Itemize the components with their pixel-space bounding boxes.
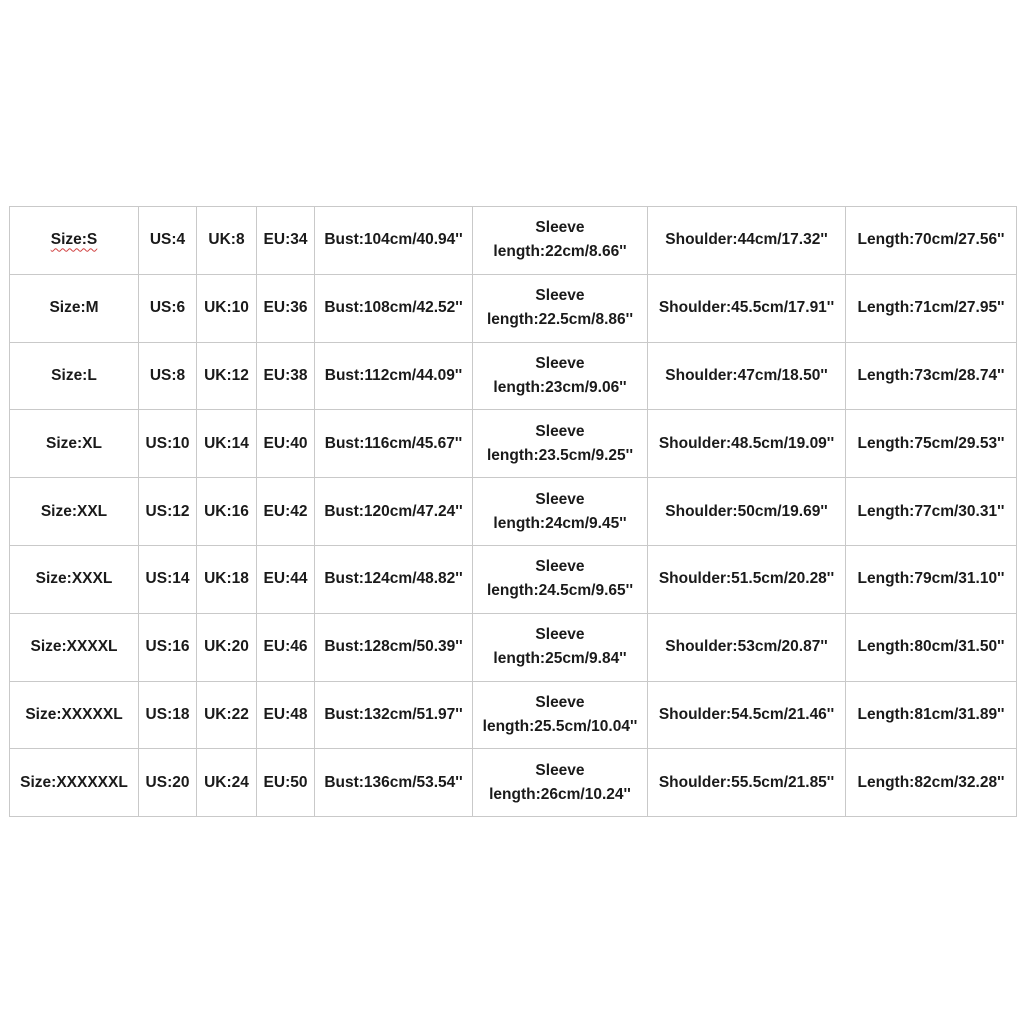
us-size-cell-text: US:14 (145, 570, 190, 588)
eu-size-cell (257, 478, 315, 546)
sleeve-label-line2: length:23.5cm/9.25'' (486, 446, 634, 464)
shoulder-cell (648, 342, 846, 410)
sleeve-label-line1: Sleeve (535, 354, 585, 372)
bust-cell (315, 342, 473, 410)
uk-size-cell-text: UK:16 (204, 502, 249, 520)
bust-cell-text: Bust:128cm/50.39'' (324, 638, 463, 656)
sleeve-length-cell (473, 410, 648, 478)
length-cell-text: Length:80cm/31.50'' (857, 638, 1005, 656)
table-row (10, 681, 1017, 749)
uk-size-cell-text: UK:20 (204, 638, 249, 656)
us-size-cell (139, 342, 197, 410)
size-cell (10, 478, 139, 546)
sleeve-length-cell (473, 478, 648, 546)
eu-size-cell (257, 749, 315, 817)
sleeve-label-line1: Sleeve (535, 219, 585, 237)
bust-cell-text: Bust:136cm/53.54'' (324, 773, 463, 791)
us-size-cell (139, 681, 197, 749)
length-cell (846, 207, 1017, 275)
size-cell (10, 749, 139, 817)
shoulder-cell-text: Shoulder:44cm/17.32'' (665, 231, 828, 249)
bust-cell (315, 207, 473, 275)
us-size-cell (139, 749, 197, 817)
sleeve-length-cell (473, 342, 648, 410)
bust-cell-text: Bust:132cm/51.97'' (324, 705, 463, 723)
us-size-cell (139, 545, 197, 613)
bust-cell (315, 749, 473, 817)
uk-size-cell-text: UK:14 (204, 434, 249, 452)
shoulder-cell-text: Shoulder:45.5cm/17.91'' (658, 299, 835, 317)
length-cell-text: Length:81cm/31.89'' (857, 705, 1005, 723)
uk-size-cell (197, 613, 257, 681)
shoulder-cell (648, 613, 846, 681)
shoulder-cell-text: Shoulder:55.5cm/21.85'' (658, 773, 835, 791)
eu-size-cell (257, 410, 315, 478)
size-cell-text: Size:XXXXXXL (20, 773, 128, 791)
shoulder-cell-text: Shoulder:54.5cm/21.46'' (658, 705, 835, 723)
sleeve-label-line1: Sleeve (535, 422, 585, 440)
size-cell (10, 274, 139, 342)
uk-size-cell-text: UK:8 (208, 231, 245, 249)
length-cell (846, 410, 1017, 478)
us-size-cell (139, 478, 197, 546)
shoulder-cell-text: Shoulder:48.5cm/19.09'' (658, 434, 835, 452)
shoulder-cell (648, 274, 846, 342)
shoulder-cell (648, 410, 846, 478)
length-cell-text: Length:71cm/27.95'' (857, 299, 1005, 317)
us-size-cell-text: US:6 (149, 299, 186, 317)
uk-size-cell (197, 342, 257, 410)
us-size-cell-text: US:20 (145, 773, 190, 791)
size-cell (10, 545, 139, 613)
uk-size-cell (197, 207, 257, 275)
shoulder-cell (648, 545, 846, 613)
sleeve-label-line1: Sleeve (535, 693, 585, 711)
us-size-cell-text: US:12 (145, 502, 190, 520)
eu-size-cell-text: EU:42 (263, 502, 308, 520)
eu-size-cell (257, 207, 315, 275)
sleeve-label-line2: length:25cm/9.84'' (493, 650, 627, 668)
sleeve-length-cell (473, 613, 648, 681)
shoulder-cell-text: Shoulder:51.5cm/20.28'' (658, 570, 835, 588)
bust-cell (315, 613, 473, 681)
uk-size-cell (197, 681, 257, 749)
eu-size-cell-text: EU:48 (263, 705, 308, 723)
us-size-cell-text: US:16 (145, 638, 190, 656)
sleeve-label-line1: Sleeve (535, 761, 585, 779)
size-cell (10, 410, 139, 478)
shoulder-cell-text: Shoulder:50cm/19.69'' (665, 502, 828, 520)
uk-size-cell (197, 410, 257, 478)
length-cell (846, 342, 1017, 410)
us-size-cell (139, 410, 197, 478)
length-cell (846, 681, 1017, 749)
table-row (10, 749, 1017, 817)
sleeve-label-line2: length:24cm/9.45'' (493, 514, 627, 532)
bust-cell-text: Bust:120cm/47.24'' (324, 502, 463, 520)
uk-size-cell (197, 478, 257, 546)
uk-size-cell-text: UK:18 (204, 570, 249, 588)
length-cell (846, 749, 1017, 817)
length-cell (846, 613, 1017, 681)
sleeve-label-line2: length:22.5cm/8.86'' (486, 311, 634, 329)
length-cell-text: Length:82cm/32.28'' (857, 773, 1005, 791)
us-size-cell (139, 613, 197, 681)
length-cell-text: Length:73cm/28.74'' (857, 366, 1005, 384)
eu-size-cell (257, 342, 315, 410)
size-cell (10, 207, 139, 275)
us-size-cell-text: US:18 (145, 705, 190, 723)
uk-size-cell (197, 749, 257, 817)
uk-size-cell-text: UK:12 (204, 366, 249, 384)
bust-cell (315, 478, 473, 546)
uk-size-cell-text: UK:24 (204, 773, 249, 791)
size-chart-table (9, 206, 1017, 817)
length-cell-text: Length:77cm/30.31'' (857, 502, 1005, 520)
eu-size-cell-text: EU:40 (263, 434, 308, 452)
size-cell-text: Size:S (50, 231, 98, 249)
sleeve-label-line1: Sleeve (535, 626, 585, 644)
length-cell-text: Length:75cm/29.53'' (857, 434, 1005, 452)
sleeve-length-cell (473, 749, 648, 817)
size-cell (10, 681, 139, 749)
length-cell-text: Length:79cm/31.10'' (857, 570, 1005, 588)
sleeve-label-line1: Sleeve (535, 490, 585, 508)
eu-size-cell-text: EU:34 (263, 231, 308, 249)
bust-cell (315, 274, 473, 342)
sleeve-label-line2: length:22cm/8.66'' (493, 243, 627, 261)
bust-cell (315, 410, 473, 478)
length-cell (846, 478, 1017, 546)
length-cell (846, 274, 1017, 342)
size-cell (10, 613, 139, 681)
table-row (10, 342, 1017, 410)
size-cell-text: Size:XXL (40, 502, 108, 520)
sleeve-label-line1: Sleeve (535, 558, 585, 576)
eu-size-cell-text: EU:46 (263, 638, 308, 656)
shoulder-cell (648, 207, 846, 275)
uk-size-cell (197, 545, 257, 613)
shoulder-cell-text: Shoulder:53cm/20.87'' (665, 638, 828, 656)
size-cell-text: Size:XXXXXL (25, 705, 123, 723)
table-row (10, 478, 1017, 546)
size-chart-body (10, 207, 1017, 817)
eu-size-cell-text: EU:44 (263, 570, 308, 588)
bust-cell (315, 545, 473, 613)
table-row (10, 410, 1017, 478)
sleeve-label-line2: length:23cm/9.06'' (493, 378, 627, 396)
eu-size-cell-text: EU:36 (263, 299, 308, 317)
bust-cell-text: Bust:108cm/42.52'' (324, 299, 463, 317)
shoulder-cell (648, 478, 846, 546)
uk-size-cell-text: UK:10 (204, 299, 249, 317)
eu-size-cell-text: EU:50 (263, 773, 308, 791)
eu-size-cell (257, 613, 315, 681)
eu-size-cell (257, 681, 315, 749)
bust-cell-text: Bust:116cm/45.67'' (324, 434, 463, 452)
us-size-cell (139, 207, 197, 275)
sleeve-label-line2: length:24.5cm/9.65'' (486, 582, 634, 600)
sleeve-label-line2: length:26cm/10.24'' (489, 785, 631, 803)
eu-size-cell-text: EU:38 (263, 366, 308, 384)
table-row (10, 207, 1017, 275)
table-row (10, 545, 1017, 613)
sleeve-length-cell (473, 274, 648, 342)
uk-size-cell (197, 274, 257, 342)
eu-size-cell (257, 545, 315, 613)
table-row (10, 274, 1017, 342)
table-row (10, 613, 1017, 681)
bust-cell-text: Bust:104cm/40.94'' (324, 231, 463, 249)
size-cell-text: Size:M (49, 299, 99, 317)
shoulder-cell (648, 681, 846, 749)
us-size-cell-text: US:8 (149, 366, 186, 384)
size-cell-text: Size:XXXXL (30, 638, 118, 656)
uk-size-cell-text: UK:22 (204, 705, 249, 723)
us-size-cell (139, 274, 197, 342)
sleeve-label-line1: Sleeve (535, 287, 585, 305)
size-cell-text: Size:XXXL (35, 570, 113, 588)
sleeve-length-cell (473, 545, 648, 613)
shoulder-cell-text: Shoulder:47cm/18.50'' (665, 366, 828, 384)
bust-cell-text: Bust:112cm/44.09'' (324, 366, 463, 384)
us-size-cell-text: US:4 (149, 231, 186, 249)
sleeve-length-cell (473, 207, 648, 275)
eu-size-cell (257, 274, 315, 342)
bust-cell-text: Bust:124cm/48.82'' (324, 570, 463, 588)
length-cell (846, 545, 1017, 613)
bust-cell (315, 681, 473, 749)
us-size-cell-text: US:10 (145, 434, 190, 452)
sleeve-length-cell (473, 681, 648, 749)
size-cell-text: Size:XL (46, 434, 102, 452)
shoulder-cell (648, 749, 846, 817)
sleeve-label-line2: length:25.5cm/10.04'' (482, 717, 638, 735)
size-cell-text: Size:L (51, 366, 97, 384)
size-cell (10, 342, 139, 410)
length-cell-text: Length:70cm/27.56'' (857, 231, 1005, 249)
